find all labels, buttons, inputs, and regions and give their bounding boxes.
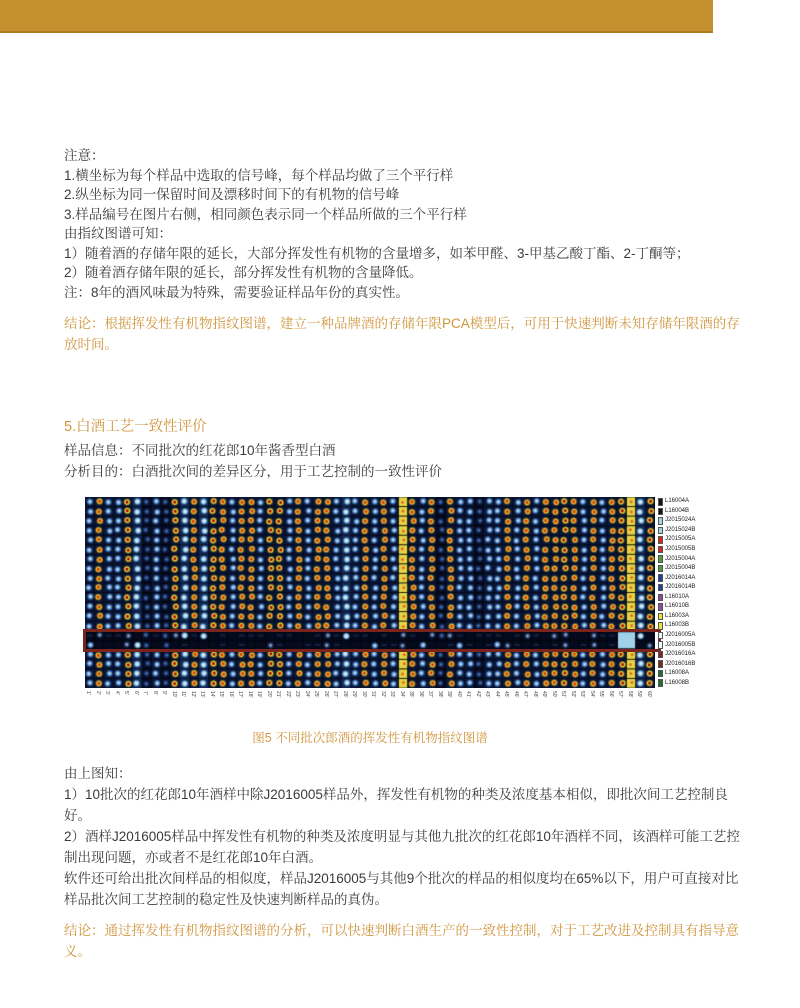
legend-item bbox=[658, 554, 695, 564]
x-axis-tick-label: 16' bbox=[227, 691, 234, 698]
x-axis-tick-label: 55' bbox=[598, 691, 604, 698]
x-axis-tick-label: 7' bbox=[142, 691, 148, 695]
x-axis-tick-label: 51' bbox=[560, 691, 566, 698]
legend-item bbox=[658, 621, 689, 631]
x-axis-tick-label: 34' bbox=[398, 691, 405, 698]
x-axis-tick-label: 50' bbox=[550, 691, 557, 698]
sample-legend bbox=[658, 497, 750, 688]
x-axis-tick-label: 53' bbox=[579, 691, 585, 698]
legend-item bbox=[658, 640, 695, 650]
x-axis-tick-label: 1' bbox=[85, 691, 91, 695]
legend-sample-label: L16010A bbox=[665, 593, 690, 600]
discussion-point: 2）酒样J2016005样品中挥发性有机物的种类及浓度明显与其他九批次的红花郎10年酒样不同，该酒样可能工艺控制出现问题，亦或者不是红花郎10年白酒。 bbox=[64, 829, 740, 865]
x-axis-tick-label: 23' bbox=[294, 691, 300, 698]
legend-color-swatch bbox=[658, 536, 663, 544]
note-line: 1.横坐标为每个样品中选取的信号峰，每个样品均做了三个平行样 bbox=[64, 167, 454, 183]
x-axis-tick-label: 40' bbox=[455, 691, 462, 698]
conclusion-consistency-paragraph: 结论：通过挥发性有机物指纹图谱的分析，可以快速判断白酒生产的一致性控制，对于工艺改进及控制具有指导意义。 bbox=[64, 923, 739, 959]
legend-sample-label: L16003A bbox=[665, 612, 690, 619]
legend-item bbox=[658, 535, 695, 545]
x-axis-tick-label: 36' bbox=[417, 691, 424, 698]
finding-line: 2）随着酒存储年限的延长，部分挥发性有机物的含量降低。 bbox=[64, 265, 423, 280]
legend-sample-label: J2015005B bbox=[665, 546, 696, 553]
x-axis-tick-label: 13' bbox=[199, 691, 205, 698]
legend-color-swatch bbox=[658, 670, 663, 678]
legend-sample-label: L16010B bbox=[665, 603, 690, 610]
legend-sample-label: L16003B bbox=[665, 622, 690, 629]
x-axis-tick-label: 4' bbox=[113, 691, 120, 695]
x-axis-tick-label: 2' bbox=[94, 691, 101, 695]
sample-info-line: 样品信息：不同批次的红花郎10年酱香型白酒 bbox=[64, 443, 336, 458]
x-axis-tick-label: 26' bbox=[322, 691, 329, 698]
legend-color-swatch bbox=[658, 555, 663, 563]
legend-color-swatch bbox=[658, 517, 663, 525]
legend-sample-label: J2016005B bbox=[665, 641, 696, 648]
x-axis-tick-label: 41' bbox=[465, 691, 471, 698]
x-axis-tick-label: 54' bbox=[588, 691, 595, 698]
x-axis-tick-label: 46' bbox=[512, 691, 519, 698]
page-header-bar bbox=[0, 0, 713, 33]
x-axis-tick-label: 8' bbox=[151, 691, 158, 695]
x-axis-tick-label: 42' bbox=[474, 691, 481, 698]
discussion-point: 1）10批次的红花郎10年酒样中除J2016005样品外，挥发性有机物的种类及浓度基本相似，即批次间工艺控制良好。 bbox=[64, 787, 728, 823]
x-axis-tick-label: 45' bbox=[503, 691, 509, 698]
legend-color-swatch bbox=[658, 565, 663, 573]
x-axis-tick-label: 22' bbox=[284, 691, 291, 698]
x-axis-tick-label: 6' bbox=[132, 691, 139, 695]
similarity-note: 软件还可给出批次间样品的相似度，样品J2016005与其他9个批次的样品的相似度均在65%以下，用户可直接对比样品批次间工艺控制的稳定性及快速判断样品的真伪。 bbox=[64, 871, 739, 907]
heatmap-x-axis bbox=[85, 689, 655, 713]
x-axis-tick-label: 11' bbox=[180, 691, 186, 698]
legend-item bbox=[658, 659, 695, 669]
x-axis-tick-label: 28' bbox=[341, 691, 348, 698]
x-axis-tick-label: 17' bbox=[237, 691, 243, 698]
legend-sample-label: J2015005A bbox=[665, 536, 696, 543]
legend-sample-label: J2016014A bbox=[665, 574, 696, 581]
x-axis-tick-label: 33' bbox=[389, 691, 395, 698]
legend-item bbox=[658, 593, 689, 603]
x-axis-tick-label: 21' bbox=[275, 691, 281, 698]
x-axis-tick-label: 38' bbox=[436, 691, 443, 698]
x-axis-tick-label: 9' bbox=[161, 691, 167, 695]
legend-sample-label: J2016016B bbox=[665, 660, 696, 667]
x-axis-tick-label: 56' bbox=[607, 691, 614, 698]
legend-item bbox=[658, 650, 695, 660]
legend-sample-label: L16004B bbox=[665, 507, 690, 514]
x-axis-tick-label: 5' bbox=[123, 691, 129, 695]
conclusion-storage-paragraph: 结论：根据挥发性有机物指纹图谱，建立一种品牌酒的存储年限PCA模型后，可用于快速判断未知存储年限酒的存放时间。 bbox=[64, 316, 740, 352]
section-5-heading: 5.白酒工艺一致性评价 bbox=[64, 419, 207, 435]
discussion-title: 由上图知： bbox=[64, 766, 132, 781]
legend-sample-label: J2016014B bbox=[665, 584, 696, 591]
sample-info-block bbox=[64, 441, 748, 482]
legend-item bbox=[658, 612, 689, 622]
x-axis-tick-label: 60' bbox=[645, 691, 652, 698]
note-line: 2.纵坐标为同一保留时间及漂移时间下的有机物的信号峰 bbox=[64, 187, 400, 202]
x-axis-tick-label: 30' bbox=[360, 691, 367, 698]
legend-item bbox=[658, 583, 695, 593]
x-axis-tick-label: 32' bbox=[379, 691, 386, 698]
legend-color-swatch bbox=[658, 651, 663, 659]
legend-color-swatch bbox=[658, 632, 663, 640]
x-axis-tick-label: 37' bbox=[427, 691, 433, 698]
legend-sample-label: J2015024A bbox=[665, 517, 696, 524]
x-axis-tick-label: 14' bbox=[208, 691, 215, 698]
legend-sample-label: L16008A bbox=[665, 670, 690, 677]
notes-title: 注意： bbox=[64, 148, 105, 163]
note-line: 3.样品编号在图片右侧，相同颜色表示同一个样品所做的三个平行样 bbox=[64, 206, 467, 222]
legend-item bbox=[658, 678, 689, 688]
notes-section bbox=[64, 146, 746, 302]
x-axis-tick-label: 58' bbox=[626, 691, 633, 698]
legend-item bbox=[658, 573, 695, 583]
legend-color-swatch bbox=[658, 660, 663, 668]
x-axis-tick-label: 20' bbox=[265, 691, 272, 698]
legend-item bbox=[658, 631, 695, 641]
x-axis-tick-label: 44' bbox=[493, 691, 500, 698]
legend-sample-label: J2015004B bbox=[665, 565, 696, 572]
legend-item bbox=[658, 526, 695, 536]
legend-color-swatch bbox=[658, 622, 663, 630]
legend-sample-label: J2015004A bbox=[665, 555, 696, 562]
x-axis-tick-label: 48' bbox=[531, 691, 538, 698]
x-axis-tick-label: 12' bbox=[189, 691, 196, 698]
legend-color-swatch bbox=[658, 594, 663, 602]
legend-color-swatch bbox=[658, 527, 663, 535]
legend-item bbox=[658, 669, 689, 679]
fingerprint-intro: 由指纹图谱可知： bbox=[64, 226, 172, 241]
notes-remark: 注：8年的酒风味最为特殊，需要验证样品年份的真实性。 bbox=[64, 284, 410, 300]
legend-item bbox=[658, 564, 695, 574]
legend-color-swatch bbox=[658, 603, 663, 611]
x-axis-tick-label: 24' bbox=[303, 691, 310, 698]
legend-color-swatch bbox=[658, 546, 663, 554]
legend-color-swatch bbox=[658, 584, 663, 592]
x-axis-tick-label: 19' bbox=[256, 691, 262, 698]
x-axis-tick-label: 57' bbox=[617, 691, 623, 698]
x-axis-tick-label: 29' bbox=[351, 691, 357, 698]
finding-line: 1）随着酒的存储年限的延长，大部分挥发性有机物的含量增多，如苯甲醛、3-甲基乙酸丁酯、2-丁酮等； bbox=[64, 245, 690, 261]
legend-sample-label: L16004A bbox=[665, 498, 690, 505]
legend-color-swatch bbox=[658, 574, 663, 582]
legend-item bbox=[658, 497, 689, 507]
x-axis-tick-label: 18' bbox=[246, 691, 253, 698]
x-axis-tick-label: 59' bbox=[636, 691, 642, 698]
legend-sample-label: J2015024B bbox=[665, 526, 696, 533]
x-axis-tick-label: 43' bbox=[484, 691, 490, 698]
legend-item bbox=[658, 516, 695, 526]
figure-5 bbox=[85, 497, 750, 757]
x-axis-tick-label: 15' bbox=[218, 691, 224, 698]
legend-sample-label: L16008B bbox=[665, 679, 690, 686]
discussion-section bbox=[64, 763, 750, 910]
legend-color-swatch bbox=[658, 508, 663, 516]
figure-caption: 图5 不同批次郎酒的挥发性有机物指纹图谱 bbox=[252, 731, 488, 745]
fingerprint-heatmap-canvas bbox=[85, 497, 655, 688]
legend-sample-label: J2016005A bbox=[665, 631, 696, 638]
x-axis-tick-label: 49' bbox=[541, 691, 547, 698]
legend-color-swatch bbox=[658, 679, 663, 687]
x-axis-tick-label: 39' bbox=[446, 691, 452, 698]
x-axis-tick-label: 25' bbox=[313, 691, 319, 698]
legend-sample-label: J2016016A bbox=[665, 651, 696, 658]
legend-color-swatch bbox=[658, 641, 663, 649]
legend-color-swatch bbox=[658, 498, 663, 506]
x-axis-tick-label: 27' bbox=[332, 691, 338, 698]
legend-color-swatch bbox=[658, 613, 663, 621]
legend-item bbox=[658, 545, 695, 555]
x-axis-tick-label: 35' bbox=[408, 691, 414, 698]
x-axis-tick-label: 10' bbox=[170, 691, 177, 698]
legend-item bbox=[658, 507, 689, 517]
x-axis-tick-label: 52' bbox=[569, 691, 576, 698]
legend-item bbox=[658, 602, 689, 612]
x-axis-tick-label: 31' bbox=[370, 691, 376, 698]
x-axis-tick-label: 3' bbox=[104, 691, 110, 695]
analysis-purpose-line: 分析目的：白酒批次间的差异区分，用于工艺控制的一致性评价 bbox=[64, 463, 442, 479]
x-axis-tick-label: 47' bbox=[522, 691, 528, 698]
